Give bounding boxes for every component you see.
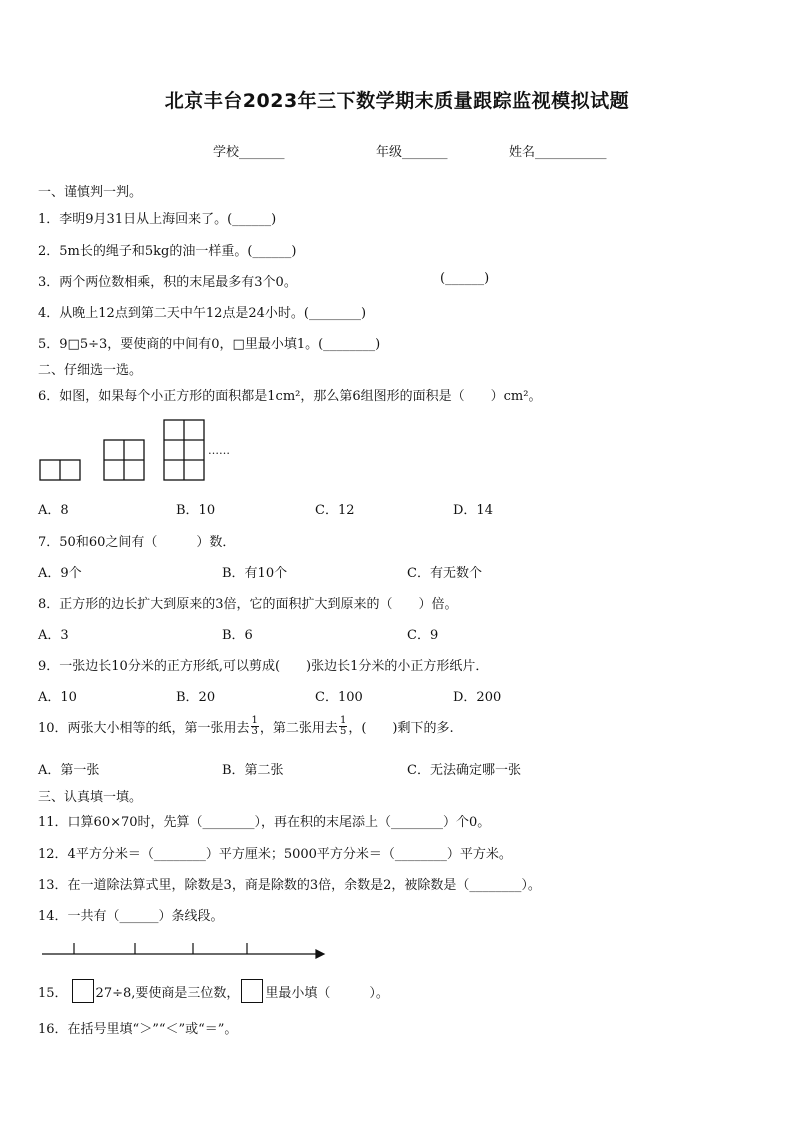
q8-option-b: B．6: [222, 628, 253, 643]
question-15-number: 15．: [38, 985, 68, 1001]
blank-box: [72, 979, 94, 1003]
q10-option-c: C．无法确定哪一张: [407, 763, 521, 778]
question-15-part-b: 27÷8,要使商是三位数，: [95, 985, 240, 1001]
question-12: 12．4平方分米＝（________）平方厘米；5000平方分米＝（________）平方米。: [38, 847, 512, 862]
question-5: 5．9□5÷3，要使商的中间有0，□里最小填1。(________): [38, 337, 381, 352]
question-13: 13．在一道除法算式里，除数是3，商是除数的3倍，余数是2，被除数是（________）。: [38, 878, 541, 893]
q9-option-b: B．20: [176, 690, 216, 705]
page-title: 北京丰台2023年三下数学期末质量跟踪监视模拟试题: [164, 90, 630, 112]
q9-option-d: D．200: [453, 690, 502, 705]
question-10-part-a: 10．两张大小相等的纸，第一张用去: [38, 721, 250, 736]
question-8: 8．正方形的边长扩大到原来的3倍，它的面积扩大到原来的（ ）倍。: [38, 597, 458, 612]
grade-field: 年级_______: [376, 145, 448, 160]
school-field: 学校_______: [213, 145, 285, 160]
q10-option-a: A．第一张: [38, 763, 100, 778]
question-6: 6．如图，如果每个小正方形的面积都是1cm²，那么第6组图形的面积是（ ）cm²。: [38, 389, 542, 404]
q7-option-a: A．9个: [38, 566, 82, 581]
question-15-part-c: 里最小填（ ）。: [265, 985, 389, 1001]
q6-option-b: B．10: [176, 503, 216, 518]
question-15: [38, 979, 389, 1003]
fraction-one-third: $\frac{1}{3}$: [251, 715, 258, 737]
question-7: 7．50和60之间有（ ）数．: [38, 535, 236, 550]
q8-option-a: A．3: [38, 628, 69, 643]
q7-option-b: B．有10个: [222, 566, 288, 581]
question-10: [38, 716, 454, 737]
name-field: 姓名___________: [509, 145, 607, 160]
question-14: 14．一共有（______）条线段。: [38, 909, 224, 924]
question-16: 16．在括号里填“＞”“＜”或“＝”。: [38, 1022, 238, 1037]
question-2: 2．5m长的绳子和5kg的油一样重。(______): [38, 244, 297, 259]
section-judge: 一、谨慎判一判。: [38, 185, 143, 200]
question-3: 3．两个两位数相乘，积的末尾最多有3个0。: [38, 275, 297, 290]
q6-option-d: D．14: [453, 503, 493, 518]
section-fill: 三、认真填一填。: [38, 790, 143, 805]
question-9: 9．一张边长10分米的正方形纸,可以剪成( )张边长1分米的小正方形纸片．: [38, 659, 489, 674]
question-3-blank: (______): [440, 271, 490, 286]
question-10-part-b: ，第二张用去: [259, 721, 338, 736]
question-11: 11．口算60×70时，先算（________），再在积的末尾添上（________）个0。: [38, 815, 491, 830]
q10-option-b: B．第二张: [222, 763, 284, 778]
q6-option-c: C．12: [315, 503, 355, 518]
question-4: 4．从晚上12点到第二天中午12点是24小时。(________): [38, 306, 367, 321]
fraction-one-fifth: $\frac{1}{5}$: [339, 715, 347, 737]
q9-option-c: C．100: [315, 690, 363, 705]
question-10-part-c: ，( )剩下的多.: [348, 721, 454, 736]
section-choose: 二、仔细选一选。: [38, 363, 143, 378]
q6-option-a: A．8: [38, 503, 69, 518]
q7-option-c: C．有无数个: [407, 566, 482, 581]
figure-ellipsis: ……: [208, 444, 230, 457]
question-1: 1．李明9月31日从上海回来了。(______): [38, 212, 277, 227]
blank-box: [241, 979, 263, 1003]
q9-option-a: A．10: [38, 690, 77, 705]
line-segment-figure: [40, 938, 330, 962]
q8-option-c: C．9: [407, 628, 439, 643]
